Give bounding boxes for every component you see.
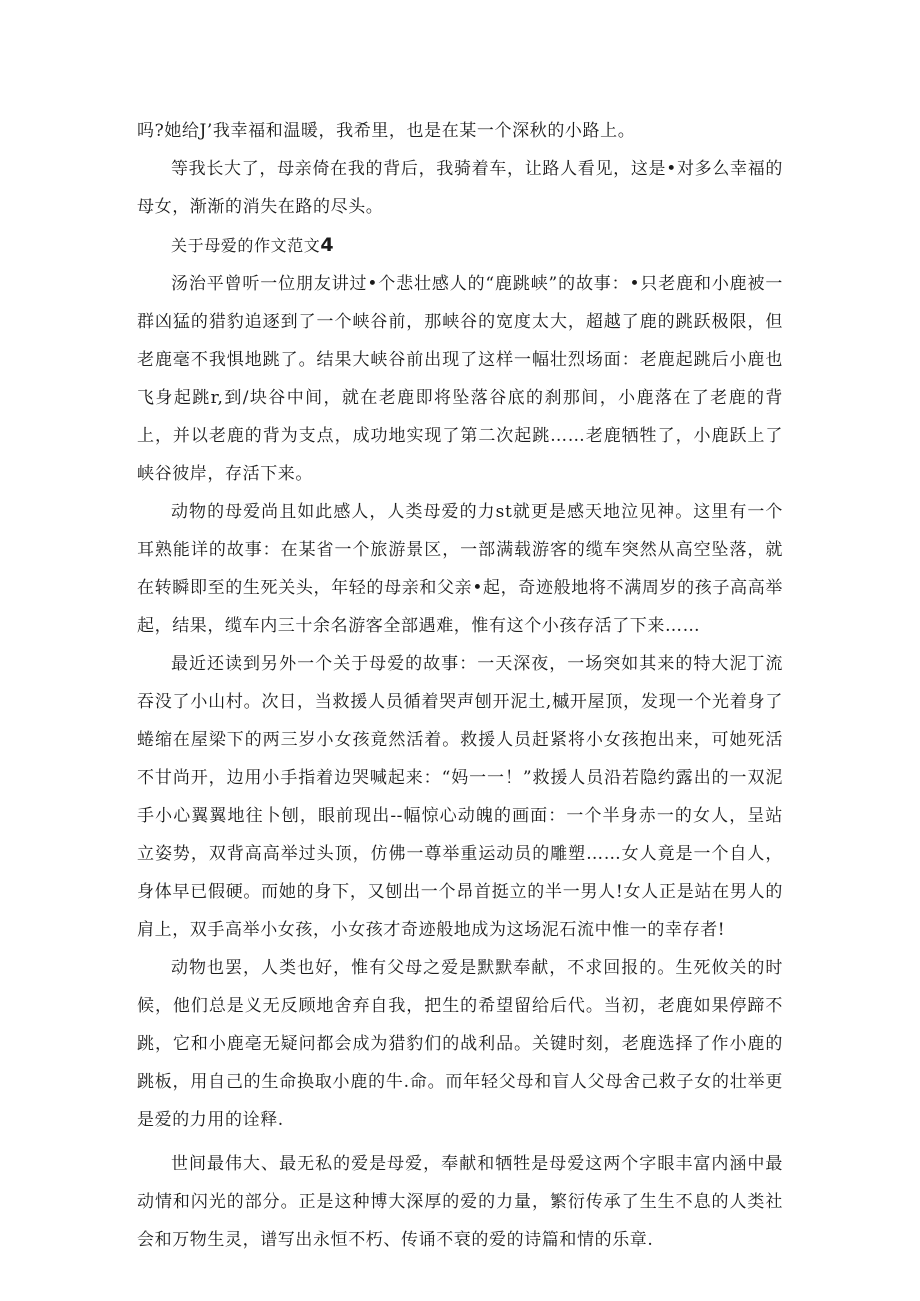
heading-text: 关于母爱的作文范文 [171, 236, 321, 255]
paragraph-parental-love: 动物也罢，人类也好，惟有父母之爱是默默奉献，不求回报的。生死攸关的时候，他们总是义无反顾地舍弃自我，把生的希望留给后代。当初，老鹿如果停蹄不跳，它和小鹿亳无疑问都会成为猎豹们的战利品。关键时刻，老鹿选择了作小鹿的跳板，用自己的生命换取小鹿的牛.命。而年轻父母和盲人父母舍己救子女的壮举更是爱的力用的诠释. [137, 958, 783, 1130]
paragraph-cable-car-story: 动物的母爱尚且如此感人，人类母爱的力st就更是感天地泣见神。这里有一个耳熟能详的故事：在某省一个旅游景区，一部满载游客的缆车突然从高空坠落，就在转瞬即至的生死关头，年轻的母亲和父亲•起，奇迹般地将不满周岁的孩子高高举起，结果，缆车内三十余名游客全部遇难，惟有这个小孩存活了下来…… [137, 502, 783, 636]
heading-number: 4 [320, 234, 335, 256]
paragraph-conclusion: 世间最伟大、最无私的爱是母爱，奉献和牺牲是母爱这两个字眼丰富内涵中最动情和闪光的部分。正是这种博大深厚的爱的力量，繁衍传承了生生不息的人类社会和万物生灵，谱写出永恒不朽、传诵不衰的爱的诗篇和情的乐章. [137, 1154, 783, 1250]
paragraph-mudslide-story: 最近还读到另外一个关于母爱的故事：一天深夜，一场突如其来的特大泥丁流吞没了小山村。次日，当救援人员循着哭声刨开泥土,槭开屋顶，发现一个光着身了蜷缩在屋梁下的两三岁小女孩竟然活着。救援人员赶紧将小女孩抱出来，可她死活不甘尚开，边用小手指着边哭喊起来：“妈一一！”救援人员沿若隐约露出的一双泥手小心翼翼地往卜刨，眼前现出--幅惊心动魄的画面：一个半身赤一的女人，呈站立姿势，双背高高举过头顶，仿佛一尊举重运动员的雕塑……女人竟是一个自人，身体早已假硬。而她的身下，又刨出一个昂首挺立的半一男人!女人正是站在男人的肩上，双手高举小女孩，小女孩才奇迹般地成为这场泥石流中惟一的幸存者! [137, 654, 783, 940]
document-body [137, 112, 783, 1259]
paragraph-continuation: 吗?她给J’我幸福和温暖，我希里，也是在某一个深秋的小路上。 [137, 121, 636, 141]
section-heading [137, 226, 783, 265]
paragraph-mother-behind: 等我长大了，母亲倚在我的背后，我骑着车，让路人看见，这是•对多么幸福的母女，渐渐的消失在路的尽头。 [137, 159, 783, 217]
paragraph-deer-story: 汤治平曾听一位朋友讲过•个悲壮感人的“鹿跳峡”的故事：•只老鹿和小鹿被一群凶猛的猎豹追逐到了一个峡谷前，那峡谷的宽度太大，超越了鹿的跳跃极限，但老鹿毫不我惧地跳了。结果大峡谷前出现了这样一幅壮烈场面：老鹿起跳后小鹿也飞身起跳r,到/块谷中间，就在老鹿即将坠落谷底的刹那间，小鹿落在了老鹿的背上，并以老鹿的背为支点，成功地实现了第二次起跳……老鹿牺牲了，小鹿跃上了峡谷彼岸，存活下来。 [137, 274, 783, 484]
